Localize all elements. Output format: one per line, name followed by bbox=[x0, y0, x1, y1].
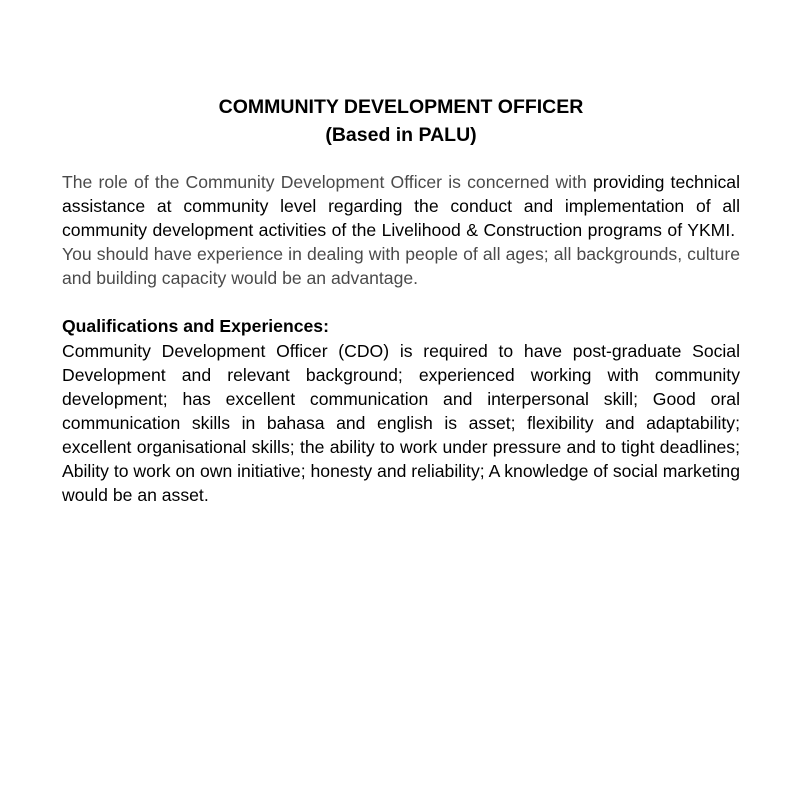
role-description-part2: providing technical assistance at community level regarding the conduct and implementation of all community development activities of the Livelihood & Construction programs of YKMI. bbox=[62, 172, 740, 241]
job-location-line: (Based in PALU) bbox=[325, 124, 477, 146]
role-description bbox=[62, 170, 740, 290]
role-description-part1: The role of the Community Development Officer is concerned with bbox=[62, 172, 587, 192]
role-description-part3: You should have experience in dealing with people of all ages; all backgrounds, culture and building capacity would be an advantage. bbox=[62, 244, 740, 289]
qualifications-body: Community Development Officer (CDO) is required to have post-graduate Social Development and relevant background; experienced working with community development; has excellent communication and interpersonal skill; Good oral communication skills in bahasa and english is asset; flexibility and adaptability; excellent organisational skills; the ability to work under pressure and to tight deadlines; Ability to work on own initiative; honesty and reliability; A knowledge of social marketing would be an asset. bbox=[62, 340, 740, 506]
qualifications-heading: Qualifications and Experiences: bbox=[62, 316, 329, 337]
document-page bbox=[62, 93, 740, 507]
job-title-line: COMMUNITY DEVELOPMENT OFFICER bbox=[218, 96, 584, 118]
job-title bbox=[62, 93, 740, 149]
